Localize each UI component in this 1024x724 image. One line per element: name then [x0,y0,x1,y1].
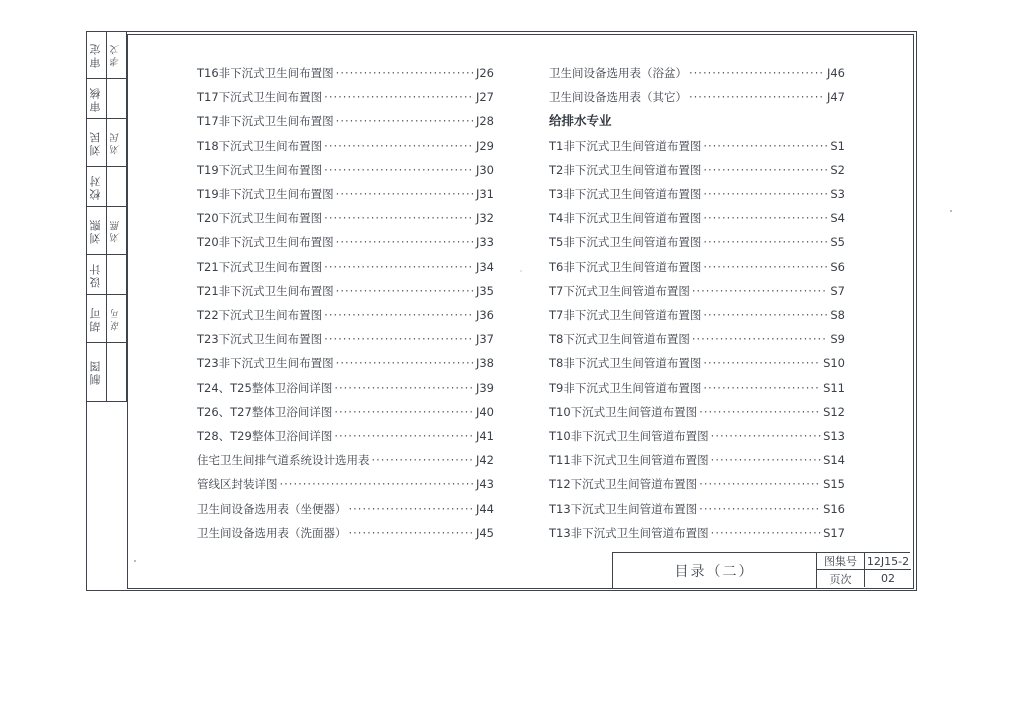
toc-entry [549,134,845,158]
signature-mark [106,207,127,254]
toc-entry-page: J45 [475,525,494,540]
title-block [612,552,910,589]
toc-entry-title: T16非下沉式卫生间布置图 [197,66,334,80]
toc-entry-page: S15 [823,477,845,492]
toc-entry [197,351,494,375]
signature-text: 胡可 [111,306,122,331]
signature-row [86,207,127,255]
toc-entry-page: J35 [475,283,494,298]
toc-entry-title: 卫生间设备选用表（坐便器） [197,501,347,516]
toc-entry [197,134,494,158]
leader-dots [703,158,828,182]
signature-mark [106,255,127,294]
leader-dots [324,206,474,230]
toc-entry-page: J43 [475,477,494,492]
leader-dots [372,448,474,472]
toc-entry-page: S2 [830,162,845,177]
signature-strip [86,31,127,402]
toc-entry [197,497,494,521]
leader-dots [336,230,474,254]
leader-dots [336,109,474,133]
toc-entry-page: J27 [475,90,494,105]
leader-dots [324,303,474,327]
signature-row [86,295,127,343]
toc-entry-page: S17 [823,525,845,540]
toc-entry-title: T17非下沉式卫生间布置图 [197,114,334,129]
page-number-value: 02 [881,572,895,585]
toc-entry-page: S11 [823,380,845,395]
toc-entry-page: J37 [475,332,494,347]
signature-row [86,167,127,207]
toc-entry-page: S6 [830,259,845,274]
toc-entry-page: J36 [475,308,494,323]
signature-row [86,119,127,167]
signature-role [86,167,106,206]
signature-strip-edge [126,31,127,402]
signature-role-label: 设计 [89,261,102,288]
leader-dots [703,351,821,375]
toc-entry-title: 住宅卫生间排气道系统设计选用表 [197,453,370,468]
toc-entry [549,521,845,545]
toc-entry [197,85,494,109]
leader-dots [324,134,474,158]
leader-dots [334,424,474,448]
toc-entry-title: T1非下沉式卫生间管道布置图 [549,138,702,153]
toc-entry-page: S14 [823,453,845,468]
toc-entry [549,448,845,472]
signature-mark [106,119,127,166]
signature-mark [106,79,127,118]
leader-dots [689,61,825,85]
signature-role [86,31,106,78]
signature-mark [106,295,127,342]
toc-entry [549,158,845,182]
toc-entry-page: S8 [830,308,845,323]
toc-entry-title: T3非下沉式卫生间管道布置图 [549,187,702,202]
signature-text: 刘民 [111,130,122,155]
toc-entry-title: T22下沉式卫生间布置图 [197,308,323,323]
toc-entry-title: T26、T27整体卫浴间详图 [197,404,333,419]
signature-row [86,255,127,295]
leader-dots [692,327,829,351]
toc-entry-title: T12下沉式卫生间管道布置图 [549,477,698,492]
leader-dots [336,351,474,375]
toc-entry [549,376,845,400]
section-heading: 给排水专业 [549,113,612,129]
toc-entry [549,61,845,85]
toc-right-column [549,61,845,545]
leader-dots [703,376,821,400]
leader-dots [711,521,821,545]
toc-entry-title: T13非下沉式卫生间管道布置图 [549,525,709,540]
signature-role-label: 审定 [89,41,102,68]
toc-entry [197,327,494,351]
toc-entry [197,230,494,254]
toc-entry [197,472,494,496]
toc-entry-title: 卫生间设备选用表（洗面器） [197,525,347,540]
leader-dots [336,61,474,85]
atlas-number-value: 12J15-2 [865,553,911,570]
leader-dots [349,497,474,521]
toc-left-column [197,61,494,545]
toc-entry-title: 卫生间设备选用表（其它） [549,90,687,105]
toc-entry-title: T10下沉式卫生间管道布置图 [549,404,698,419]
toc-entry-title: 卫生间设备选用表（浴盆） [549,66,687,80]
signature-role-label: 校对 [89,173,102,200]
toc-entry-title: T11非下沉式卫生间管道布置图 [549,453,709,468]
toc-entry [197,206,494,230]
leader-dots [324,255,474,279]
toc-entry [549,255,845,279]
toc-entry [197,279,494,303]
toc-entry-title: T21下沉式卫生间布置图 [197,259,323,274]
toc-entry-page: S9 [830,332,845,347]
signature-role-label: 制图 [89,359,102,385]
signature-role-label: 审核 [89,85,102,112]
leader-dots [711,424,821,448]
toc-entry [197,109,494,133]
toc-entry-page: S13 [823,429,845,444]
signature-role [86,343,106,401]
toc-entry-page: S4 [830,211,845,226]
signature-role-label: 胡可 [89,305,102,332]
toc-entry [549,400,845,424]
leader-dots [336,279,474,303]
toc-entry [549,497,845,521]
toc-entry [197,303,494,327]
signature-role-label: 刘熙 [89,217,102,244]
leader-dots [334,400,474,424]
toc-entry-title: T21非下沉式卫生间布置图 [197,283,334,298]
toc-entry-page: J32 [475,211,494,226]
signature-mark [106,31,127,78]
toc-entry-title: T13下沉式卫生间管道布置图 [549,501,698,516]
leader-dots [699,497,821,521]
toc-entry-title: T8非下沉式卫生间管道布置图 [549,356,702,371]
toc-entry-page: J39 [475,380,494,395]
toc-entry [197,376,494,400]
toc-entry-title: T5非下沉式卫生间管道布置图 [549,235,702,250]
toc-entry-page: S3 [830,187,845,202]
toc-entry-title: T8下沉式卫生间管道布置图 [549,332,690,347]
toc-entry-page: J40 [475,404,494,419]
toc-entry-page: S10 [823,356,845,371]
toc-entry-page: J29 [475,138,494,153]
leader-dots [692,279,829,303]
signature-mark [106,343,127,401]
toc-entry-page: S16 [823,501,845,516]
toc-entry-title: T20非下沉式卫生间布置图 [197,235,334,250]
signature-mark [106,167,127,206]
toc-entry-title: T24、T25整体卫浴间详图 [197,380,333,395]
toc-entry-title: T28、T29整体卫浴间详图 [197,429,333,444]
toc-entry [197,424,494,448]
leader-dots [324,158,474,182]
toc-entry-title: T23下沉式卫生间布置图 [197,332,323,347]
toc-entry [197,448,494,472]
scan-speck [520,270,522,272]
toc-entry-page: J28 [475,114,494,129]
toc-entry [197,182,494,206]
toc-entry-page: S5 [830,235,845,250]
title-block-title: 目录（二） [613,553,817,588]
leader-dots [703,182,828,206]
toc-entry-title: T10非下沉式卫生间管道布置图 [549,429,709,444]
toc-entry-title: 管线区封装详图 [197,477,278,492]
toc-entry [549,230,845,254]
signature-row [86,79,127,119]
toc-entry [549,327,845,351]
scan-speck [950,210,952,212]
signature-role-label: 刘民 [89,129,102,156]
toc-entry-page: S12 [823,404,845,419]
leader-dots [699,400,821,424]
atlas-number-label: 图集号 [817,553,865,570]
signature-role [86,79,106,118]
toc-entry [549,351,845,375]
leader-dots [703,206,828,230]
toc-entry-page: J26 [475,66,494,80]
toc-entry-page: J33 [475,235,494,250]
toc-entry [549,182,845,206]
toc-entry-title: T17下沉式卫生间布置图 [197,90,323,105]
leader-dots [336,182,474,206]
toc-entry-title: T18下沉式卫生间布置图 [197,138,323,153]
toc-entry-title: T19下沉式卫生间布置图 [197,162,323,177]
leader-dots [280,472,474,496]
toc-entry-title: T7下沉式卫生间管道布置图 [549,283,690,298]
toc-entry-page: J47 [826,90,845,105]
signature-text: 孝文 [111,42,122,67]
leader-dots [699,472,821,496]
toc-entry-title: T4非下沉式卫生间管道布置图 [549,211,702,226]
leader-dots [703,230,828,254]
toc-entry-page: J42 [475,453,494,468]
page-number-label: 页次 [817,570,865,587]
toc-entry-page: S7 [830,283,845,298]
signature-row [86,343,127,402]
toc-entry [197,61,494,85]
toc-entry-title: T6非下沉式卫生间管道布置图 [549,259,702,274]
signature-role [86,207,106,254]
leader-dots [711,448,821,472]
signature-text: 刘熙 [111,218,122,243]
toc-entry-page: J31 [475,187,494,202]
signature-role [86,119,106,166]
toc-entry [549,279,845,303]
leader-dots [703,255,828,279]
toc-entry [197,521,494,545]
toc-entry-title: T2非下沉式卫生间管道布置图 [549,162,702,177]
toc-entry [197,158,494,182]
leader-dots [324,327,474,351]
toc-entry-title: T20下沉式卫生间布置图 [197,211,323,226]
scan-speck [134,560,136,562]
leader-dots [703,303,828,327]
toc-entry [549,303,845,327]
toc-entry [549,472,845,496]
toc-entry-title: T9非下沉式卫生间管道布置图 [549,380,702,395]
toc-entry-title: T23非下沉式卫生间布置图 [197,356,334,371]
leader-dots [334,376,474,400]
toc-entry-page: J38 [475,356,494,371]
toc-entry-page: J44 [475,501,494,516]
toc-entry [197,255,494,279]
leader-dots [324,85,474,109]
toc-entry [549,85,845,109]
toc-entry-page: J41 [475,429,494,444]
leader-dots [349,521,474,545]
leader-dots [703,134,828,158]
toc-entry-title: T19非下沉式卫生间布置图 [197,187,334,202]
signature-row [86,31,127,79]
signature-role [86,255,106,294]
leader-dots [689,85,825,109]
signature-role [86,295,106,342]
toc-entry-page: J34 [475,259,494,274]
toc-entry [549,424,845,448]
toc-entry-page: J46 [826,66,845,80]
toc-entry [549,206,845,230]
toc-entry-page: S1 [830,138,845,153]
toc-entry-title: T7非下沉式卫生间管道布置图 [549,308,702,323]
toc-entry [197,400,494,424]
toc-entry-page: J30 [475,162,494,177]
